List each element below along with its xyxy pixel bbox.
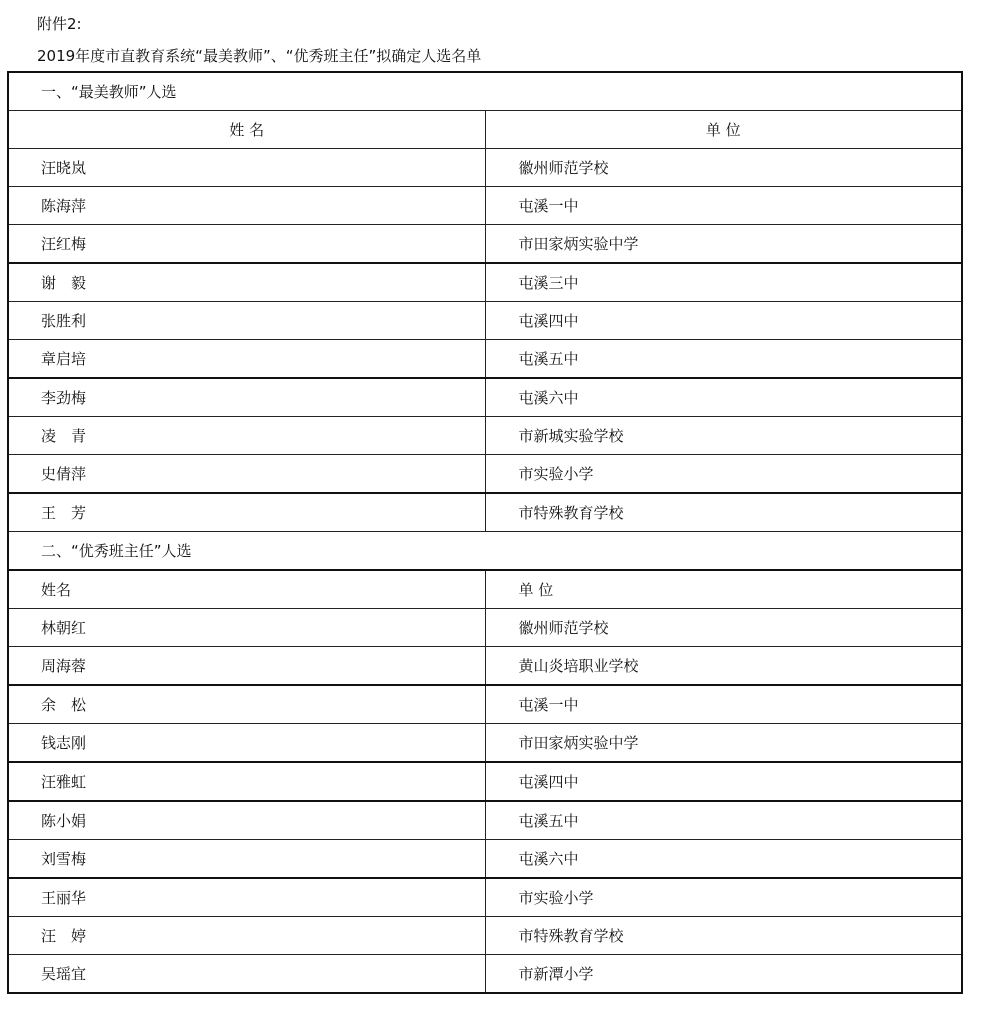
person-name: 李劲梅: [8, 378, 485, 417]
person-unit: 黄山炎培职业学校: [485, 647, 962, 686]
person-unit: 市特殊教育学校: [485, 917, 962, 955]
person-name: 王 芳: [8, 493, 485, 532]
person-unit: 屯溪六中: [485, 840, 962, 879]
table-row: [8, 187, 962, 225]
person-name: 章启培: [8, 340, 485, 379]
person-name: 刘雪梅: [8, 840, 485, 879]
person-name: 汪雅虹: [8, 762, 485, 801]
roster-table: [7, 71, 963, 994]
table-row: [8, 340, 962, 379]
person-unit: 市新潭小学: [485, 955, 962, 994]
person-name: 林朝红: [8, 609, 485, 647]
person-unit: 市特殊教育学校: [485, 493, 962, 532]
table-row: [8, 378, 962, 417]
column-header-name: 姓 名: [8, 111, 485, 149]
table-row: [8, 302, 962, 340]
table-row: [8, 955, 962, 994]
person-name: 吴瑶宜: [8, 955, 485, 994]
person-name: 凌 青: [8, 417, 485, 455]
person-unit: 市田家炳实验中学: [485, 225, 962, 264]
table-row: [8, 263, 962, 302]
person-unit: 市新城实验学校: [485, 417, 962, 455]
table-row: [8, 762, 962, 801]
table-row: [8, 840, 962, 879]
table-row: [8, 149, 962, 187]
person-unit: 徽州师范学校: [485, 149, 962, 187]
person-name: 汪晓岚: [8, 149, 485, 187]
person-name: 王丽华: [8, 878, 485, 917]
person-unit: 市实验小学: [485, 455, 962, 494]
person-unit: 徽州师范学校: [485, 609, 962, 647]
table-row: [8, 685, 962, 724]
table-row: [8, 878, 962, 917]
person-name: 汪 婷: [8, 917, 485, 955]
person-unit: 屯溪五中: [485, 340, 962, 379]
person-name: 汪红梅: [8, 225, 485, 264]
section-title: 一、“最美教师”人选: [8, 72, 962, 111]
person-name: 钱志刚: [8, 724, 485, 763]
section-title-row: [8, 72, 962, 111]
section-title: 二、“优秀班主任”人选: [8, 532, 962, 571]
column-header-unit: 单 位: [485, 111, 962, 149]
table-row: [8, 455, 962, 494]
person-name: 谢 毅: [8, 263, 485, 302]
table-header-row: [8, 111, 962, 149]
person-name: 周海蓉: [8, 647, 485, 686]
table-row: [8, 493, 962, 532]
person-name: 史倩萍: [8, 455, 485, 494]
person-name: 张胜利: [8, 302, 485, 340]
person-unit: 屯溪一中: [485, 685, 962, 724]
person-unit: 屯溪四中: [485, 762, 962, 801]
person-unit: 屯溪四中: [485, 302, 962, 340]
table-row: [8, 801, 962, 840]
column-header-name: 姓名: [8, 570, 485, 609]
table-row: [8, 609, 962, 647]
person-unit: 市田家炳实验中学: [485, 724, 962, 763]
person-name: 陈小娟: [8, 801, 485, 840]
person-name: 余 松: [8, 685, 485, 724]
person-unit: 屯溪一中: [485, 187, 962, 225]
table-row: [8, 225, 962, 264]
person-unit: 屯溪三中: [485, 263, 962, 302]
document-title: 2019年度市直教育系统“最美教师”、“优秀班主任”拟确定人选名单: [37, 47, 482, 65]
table-row: [8, 647, 962, 686]
table-header-row: [8, 570, 962, 609]
table-row: [8, 917, 962, 955]
person-unit: 市实验小学: [485, 878, 962, 917]
person-unit: 屯溪五中: [485, 801, 962, 840]
table-row: [8, 724, 962, 763]
column-header-unit: 单 位: [485, 570, 962, 609]
section-title-row: [8, 532, 962, 571]
table-row: [8, 417, 962, 455]
person-unit: 屯溪六中: [485, 378, 962, 417]
person-name: 陈海萍: [8, 187, 485, 225]
attachment-label: 附件2:: [37, 15, 82, 33]
